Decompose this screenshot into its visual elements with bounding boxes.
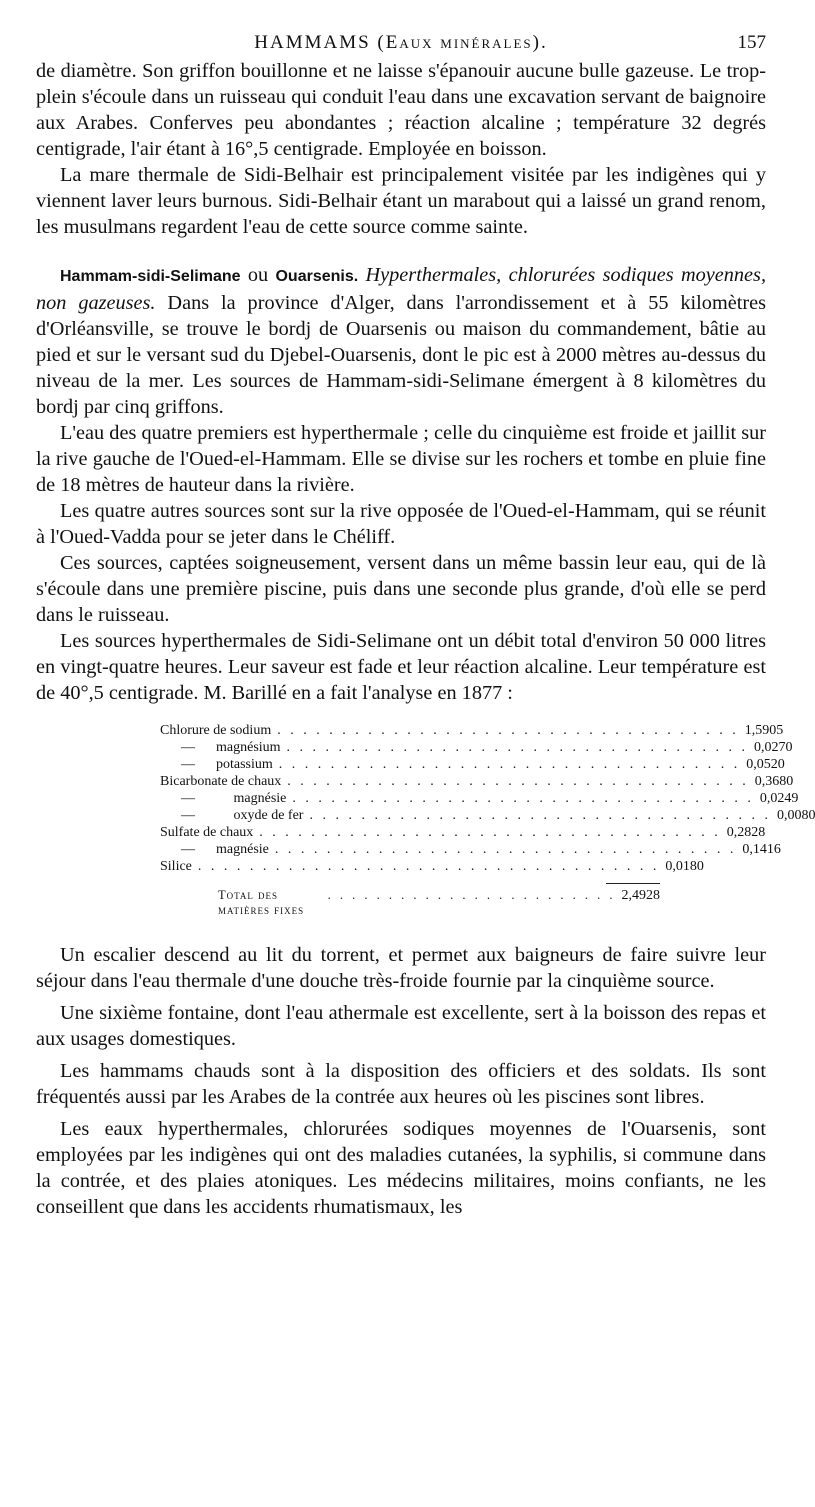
dot-leader: . . . . . . . . . . . . . . . . . . . . . . . . . . . . . . . . . . . . [286,740,749,755]
dot-leader: . . . . . . . . . . . . . . . . . . . . . . . . . . . . . . . . . . . . [277,723,739,738]
analysis-row [160,773,794,790]
dot-leader: . . . . . . . . . . . . . . . . . . . . . . . . . . . . . . . . . . . . [309,808,771,823]
running-title-main: HAMMAMS [254,32,371,53]
total-rule [606,883,660,884]
dot-leader: . . . . . . . . . . . . . . . . . . . . . . . . [327,888,616,902]
analysis-value: 0,0249 [759,791,799,806]
analysis-value: 0,3680 [754,774,794,789]
analysis-label: Sulfate de chaux [160,825,254,840]
analysis-total-label: Total des matières fixes [218,888,305,917]
analysis-label: — magnésium [160,740,281,755]
analysis-label: Silice [160,859,192,874]
analysis-total-value: 2,4928 [621,888,660,903]
dot-leader: . . . . . . . . . . . . . . . . . . . . . . . . . . . . . . . . . . . . [197,859,660,874]
dot-leader: . . . . . . . . . . . . . . . . . . . . . . . . . . . . . . . . . . . . [274,842,737,857]
paragraph: L'eau des quatre premiers est hyperthermale ; celle du cinquième est froide et jaillit sur la rive gauche de l'Oued-el-Hammam. Elle se divise sur les rochers et tombe en pluie fine de 18 mètres de hauteur dans la rivière. [36,422,766,496]
analysis-row [160,739,793,756]
analysis-total-row [160,888,660,918]
running-title [36,32,766,54]
paragraph: Une sixième fontaine, dont l'eau athermale est excellente, sert à la boisson des repas et aux usages domestiques. [36,1002,766,1050]
entry-paragraph [36,262,766,420]
dot-leader: . . . . . . . . . . . . . . . . . . . . . . . . . . . . . . . . . . . . [287,774,749,789]
paragraph: Les sources hyperthermales de Sidi-Selimane ont un débit total d'environ 50 000 litres en vingt-quatre heures. Leur saveur est fade et leur réaction alcaline. Leur température est de 40°,5 centigrade. M. Barillé en a fait l'analyse en 1877 : [36,630,766,704]
entry-connector: ou [240,264,276,286]
paragraph: Les quatre autres sources sont sur la rive opposée de l'Oued-el-Hammam, qui se réunit à l'Oued-Vadda pour se jeter dans le Chéliff. [36,500,766,548]
analysis-row [160,858,704,875]
analysis-row [160,841,781,858]
entry-subtitle: Hyperthermales, chlorurées sodiques moyennes, non gazeuses. [36,264,767,314]
paragraph: Ces sources, captées soigneusement, versent dans un même bassin leur eau, qui de là s'écoule dans une première piscine, puis dans une seconde plus grande, d'où elle se perd dans le ruisseau. [36,552,766,626]
analysis-table [160,722,815,918]
analysis-value: 0,2828 [726,825,766,840]
analysis-value: 0,0180 [665,859,704,874]
paragraph: Un escalier descend au lit du torrent, et permet aux baigneurs de faire suivre leur séjour dans l'eau thermale d'une douche très-froide fournie par la cinquième source. [36,944,766,992]
analysis-value: 0,0080 [776,808,815,823]
page-header [36,30,766,58]
paragraph: La mare thermale de Sidi-Belhair est principalement visitée par les indigènes qui y viennent laver leurs burnous. Sidi-Belhair étant un marabout qui a laissé un grand renom, les musulmans regardent l'eau de cette source comme sainte. [36,164,766,238]
analysis-label: Bicarbonate de chaux [160,774,282,789]
paragraph-continuation: de diamètre. Son griffon bouillonne et ne laisse s'épanouir aucune bulle gazeuse. Le trop-plein s'écoule dans un ruisseau qui conduit l'eau dans une excavation servant de baignoire aux Arabes. Conferves peu abondantes ; réaction alcaline ; température 32 degrés centigrade, l'air étant à 16°,5 centigrade. Employée en boisson. [36,60,766,160]
analysis-row [160,824,766,841]
entry-alt-title: Ouarsenis. [275,268,359,285]
analysis-label: — magnésie [160,842,269,857]
analysis-row [160,722,784,739]
analysis-label: — potassium [160,757,273,772]
analysis-row [160,756,785,773]
dot-leader: . . . . . . . . . . . . . . . . . . . . . . . . . . . . . . . . . . . . [259,825,721,840]
paragraph: Les hammams chauds sont à la disposition des officiers et des soldats. Ils sont fréquentés aussi par les Arabes de la contrée aux heures où les piscines sont libres. [36,1060,766,1108]
analysis-label: Chlorure de sodium [160,723,272,738]
analysis-value: 1,5905 [744,723,784,738]
analysis-value: 0,1416 [742,842,781,857]
analysis-label: — magnésie [160,791,287,806]
analysis-label: — oxyde de fer [160,808,304,823]
entry-text: Dans la province d'Alger, dans l'arrondissement et à 55 kilomètres d'Orléansville, se trouve le bordj de Ouarsenis ou maison du commandement, bâtie au pied et sur le versant sud du Djebel-Ouarsenis, dont le pic est à 2000 mètres au-dessus du niveau de la mer. Les sources de Hammam-sidi-Selimane émergent à 8 kilomètres du bordj par cinq griffons. [36,292,767,418]
entry-title: Hammam-sidi-Selimane [60,268,241,285]
analysis-row [160,790,799,807]
running-title-sub: (Eaux minérales). [377,32,548,53]
analysis-value: 0,0520 [746,757,785,772]
analysis-row [160,807,815,824]
page [36,30,815,1220]
paragraph: Les eaux hyperthermales, chlorurées sodiques moyennes de l'Ouarsenis, sont employées par les indigènes qui ont des maladies cutanées, la syphilis, si commune dans la contrée, et des plaies atoniques. Les médecins militaires, moins confiants, ne les conseillent que dans les accidents rhumatismaux, les [36,1118,766,1218]
page-number: 157 [737,32,766,53]
analysis-value: 0,0270 [754,740,793,755]
dot-leader: . . . . . . . . . . . . . . . . . . . . . . . . . . . . . . . . . . . . [292,791,754,806]
dot-leader: . . . . . . . . . . . . . . . . . . . . . . . . . . . . . . . . . . . . [278,757,741,772]
